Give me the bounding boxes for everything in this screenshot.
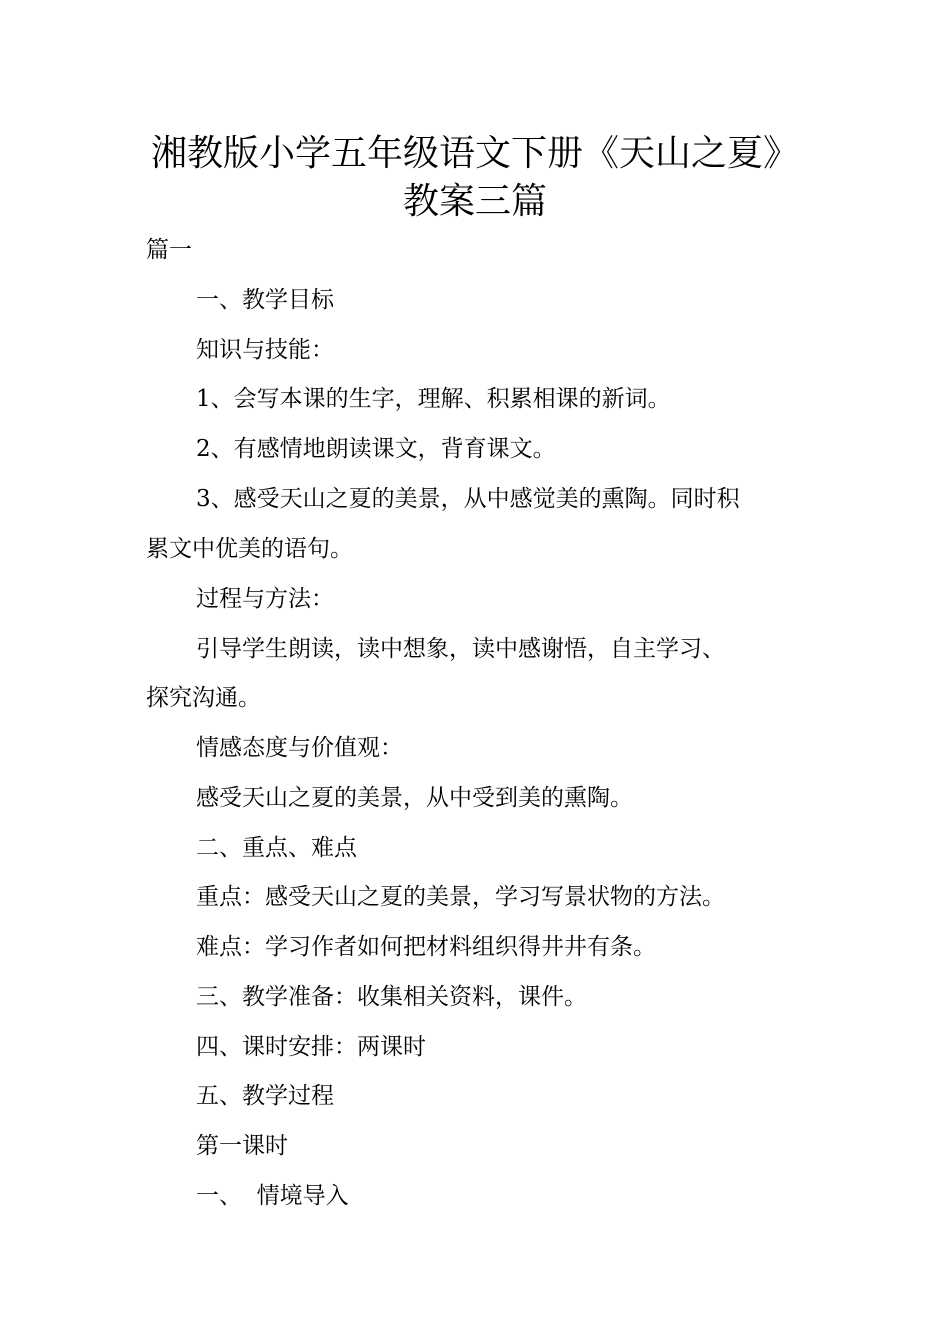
subheading-first-lesson: 第一课时 <box>196 1133 288 1159</box>
document-title-line-1: 湘教版小学五年级语文下册《天山之夏》 <box>150 133 799 174</box>
heading-teaching-goals: 一、教学目标 <box>196 287 334 313</box>
paragraph-line: 3、感受天山之夏的美景，从中感觉美的熏陶。同时积 <box>196 486 740 512</box>
heading-teaching-preparation: 三、教学准备：收集相关资料，课件。 <box>196 984 587 1010</box>
paragraph-line-continuation: 探究沟通。 <box>146 685 261 711</box>
paragraph-line: 感受天山之夏的美景，从中受到美的熏陶。 <box>196 785 633 811</box>
subheading-attitude-values: 情感态度与价值观： <box>196 735 403 761</box>
subheading-knowledge-skills: 知识与技能： <box>196 337 334 363</box>
section-heading-pian-yi: 篇一 <box>146 237 192 263</box>
paragraph-line: 1、会写本课的生字，理解、积累相课的新词。 <box>196 386 671 412</box>
paragraph-line: 难点：学习作者如何把材料组织得井井有条。 <box>196 934 656 960</box>
heading-lesson-arrangement: 四、课时安排：两课时 <box>196 1034 426 1060</box>
document-title-line-2: 教案三篇 <box>402 181 547 222</box>
subheading-process-methods: 过程与方法： <box>196 586 334 612</box>
paragraph-line-continuation: 累文中优美的语句。 <box>146 536 353 562</box>
paragraph-line: 2、有感情地朗读课文，背育课文。 <box>196 436 556 462</box>
paragraph-line: 重点：感受天山之夏的美景，学习写景状物的方法。 <box>196 884 725 910</box>
paragraph-line: 引导学生朗读，读中想象，读中感谢悟，自主学习、 <box>196 636 725 662</box>
heading-teaching-process: 五、教学过程 <box>196 1083 334 1109</box>
heading-key-points: 二、重点、难点 <box>196 835 357 861</box>
subheading-situation-intro: 一、 情境导入 <box>196 1183 349 1209</box>
